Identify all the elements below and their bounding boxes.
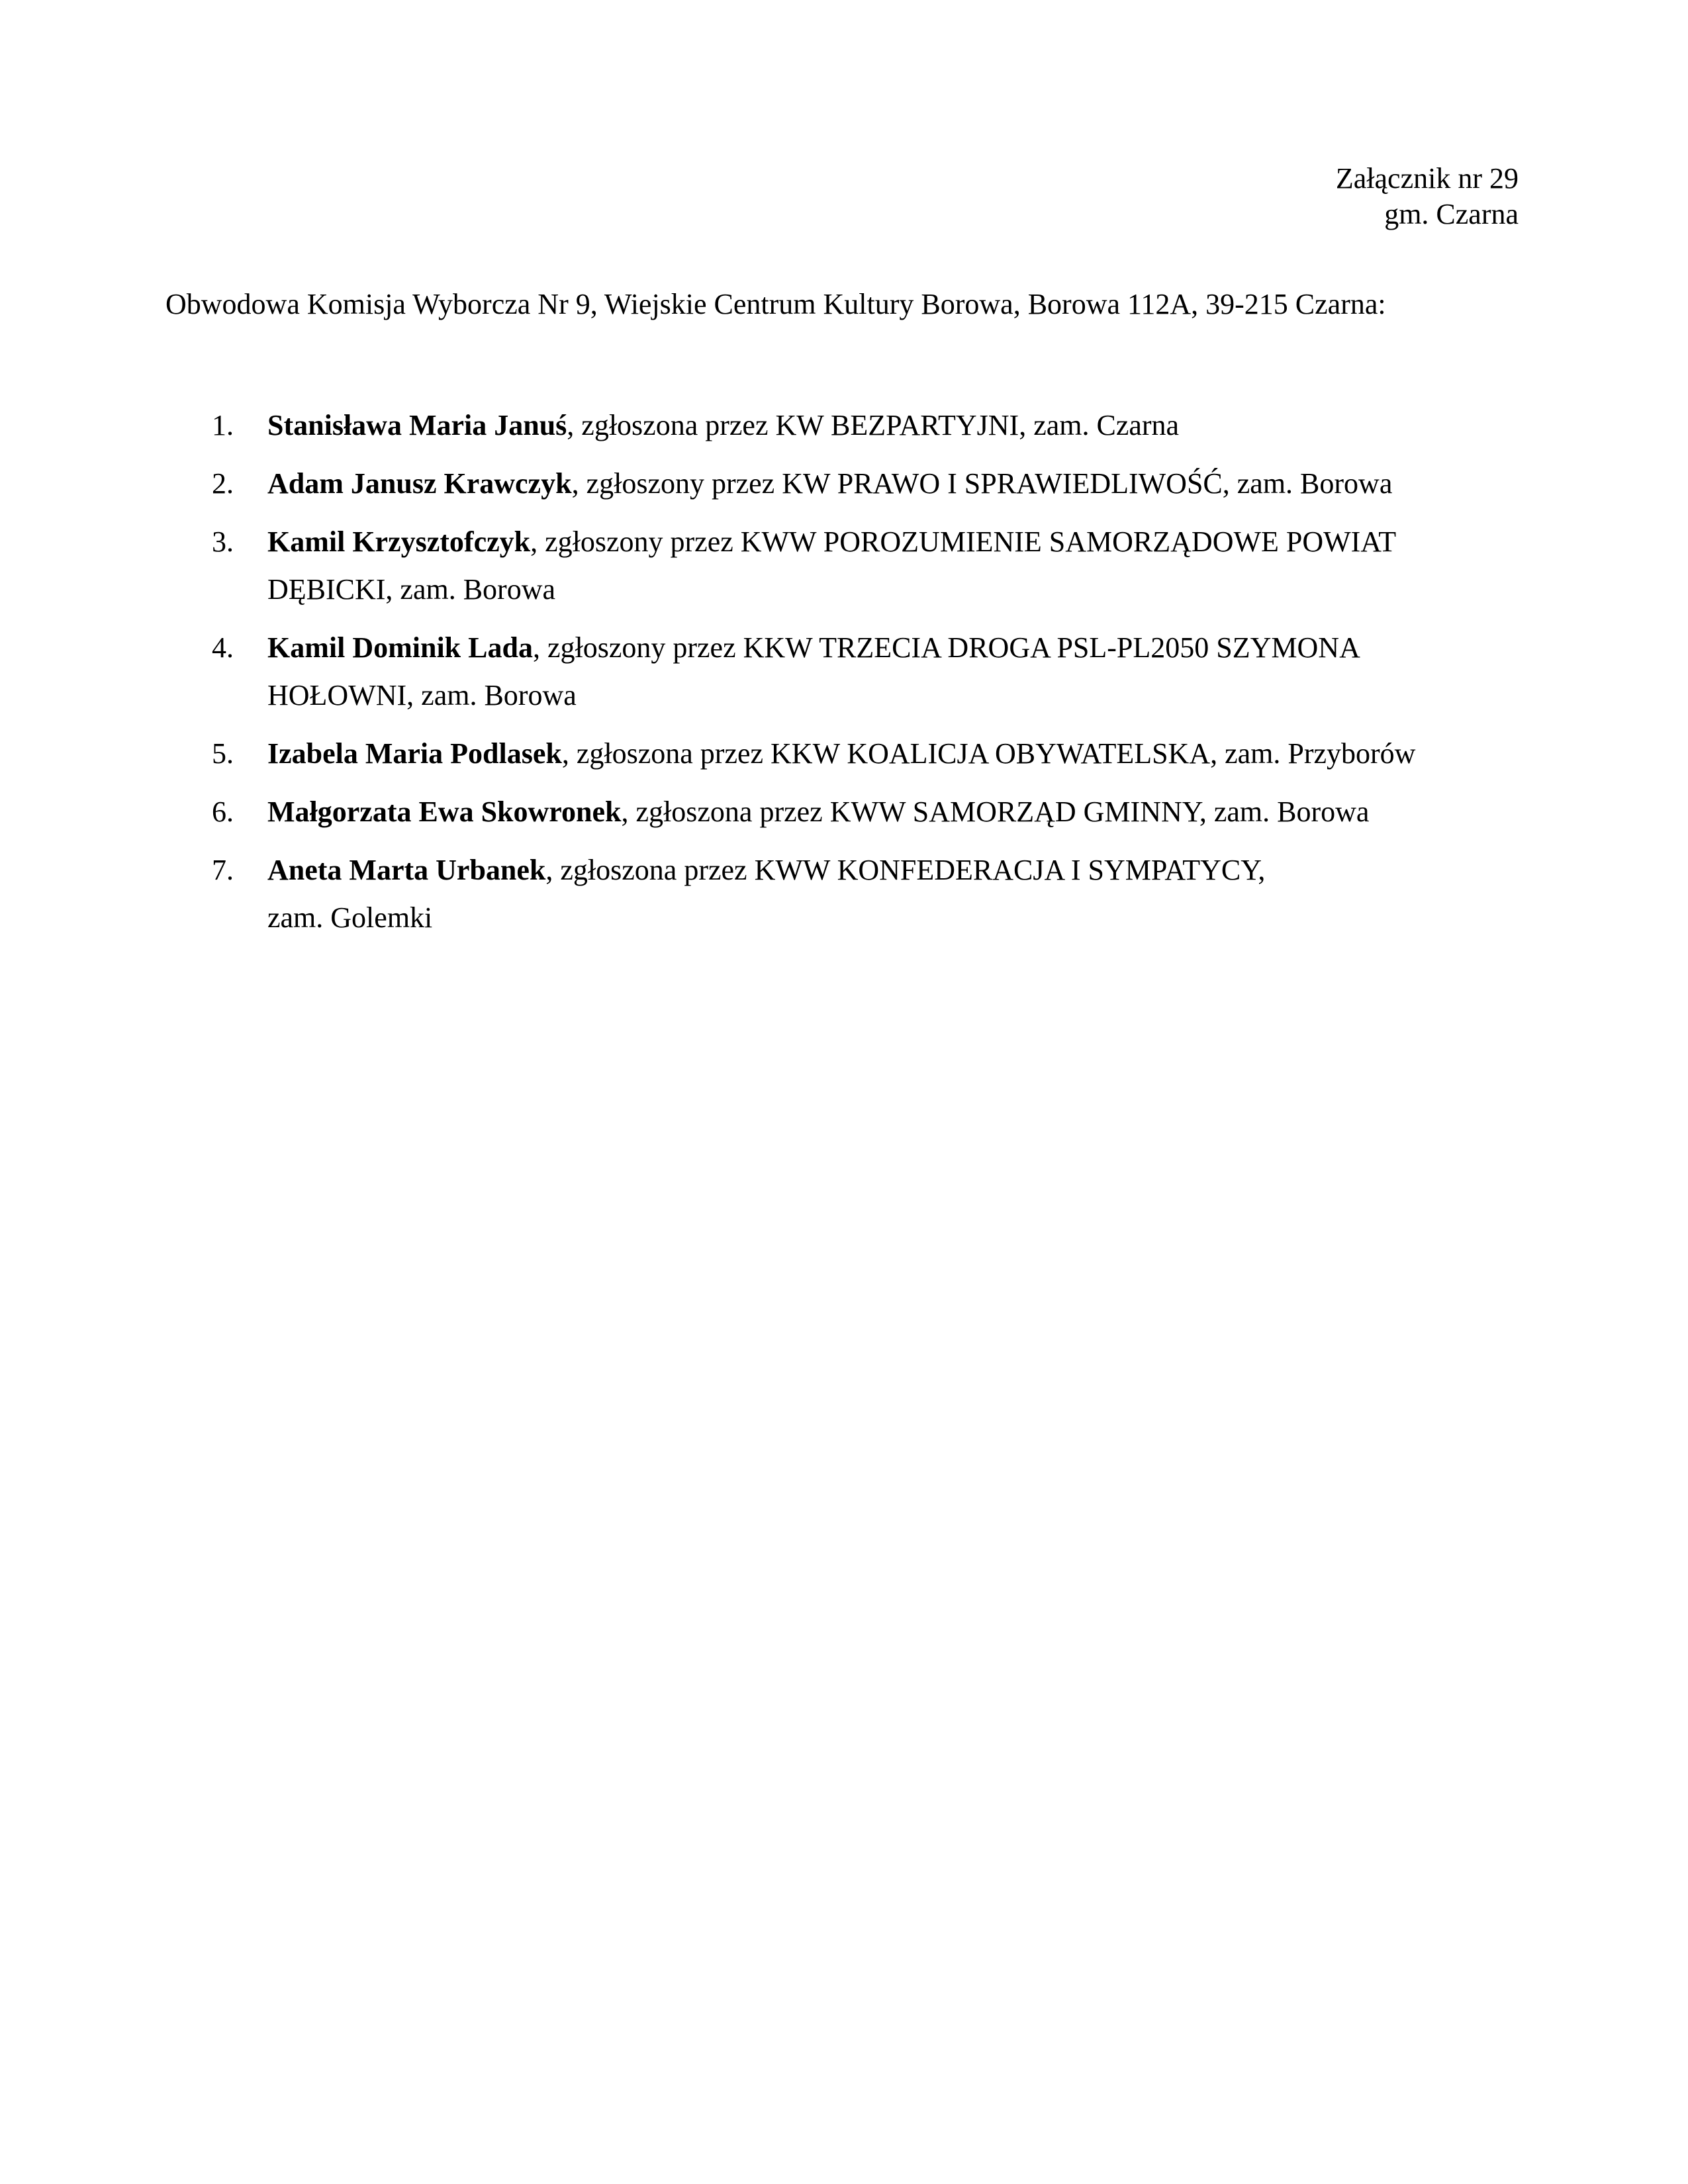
member-name: Izabela Maria Podlasek — [267, 737, 562, 770]
member-item — [212, 518, 1523, 614]
member-details: , zgłoszona przez KWW KONFEDERACJA I SYMPATYCY, — [545, 854, 1266, 886]
member-name: Kamil Krzysztofczyk — [267, 525, 531, 558]
member-name: Adam Janusz Krawczyk — [267, 467, 572, 500]
member-item — [212, 788, 1523, 836]
member-number: 4. — [212, 631, 234, 664]
member-details: , zgłoszony przez KWW POROZUMIENIE SAMORZĄDOWE POWIAT — [530, 525, 1397, 558]
member-details: , zgłoszona przez KKW KOALICJA OBYWATELSKA, zam. Przyborów — [561, 737, 1416, 770]
member-details-continued: zam. Golemki — [267, 901, 433, 934]
member-number: 6. — [212, 796, 234, 828]
member-name: Kamil Dominik Lada — [267, 631, 533, 664]
member-name: Stanisława Maria Januś — [267, 409, 567, 441]
member-number: 1. — [212, 409, 234, 441]
member-details-continued: HOŁOWNI, zam. Borowa — [267, 679, 577, 711]
member-item — [212, 846, 1523, 942]
commission-heading: Obwodowa Komisja Wyborcza Nr 9, Wiejskie Centrum Kultury Borowa, Borowa 112A, 39-215 Czarna: — [165, 288, 1386, 320]
member-number: 5. — [212, 737, 234, 770]
annex-header — [1336, 161, 1519, 232]
member-details-continued: DĘBICKI, zam. Borowa — [267, 573, 556, 606]
member-number: 3. — [212, 525, 234, 558]
member-item — [212, 460, 1523, 508]
members-list — [212, 402, 1523, 952]
member-details: , zgłoszony przez KW PRAWO I SPRAWIEDLIWOŚĆ, zam. Borowa — [571, 467, 1393, 500]
member-details: , zgłoszona przez KWW SAMORZĄD GMINNY, zam. Borowa — [621, 796, 1370, 828]
annex-number: Załącznik nr 29 — [1335, 162, 1519, 195]
member-item — [212, 624, 1523, 719]
member-name: Aneta Marta Urbanek — [267, 854, 546, 886]
member-details: , zgłoszony przez KKW TRZECIA DROGA PSL-PL2050 SZYMONA — [532, 631, 1360, 664]
member-number: 7. — [212, 854, 234, 886]
member-details: , zgłoszona przez KW BEZPARTYJNI, zam. Czarna — [567, 409, 1180, 441]
member-name: Małgorzata Ewa Skowronek — [267, 796, 622, 828]
member-item — [212, 730, 1523, 778]
member-item — [212, 402, 1523, 449]
annex-municipality: gm. Czarna — [1384, 198, 1519, 230]
member-number: 2. — [212, 467, 234, 500]
